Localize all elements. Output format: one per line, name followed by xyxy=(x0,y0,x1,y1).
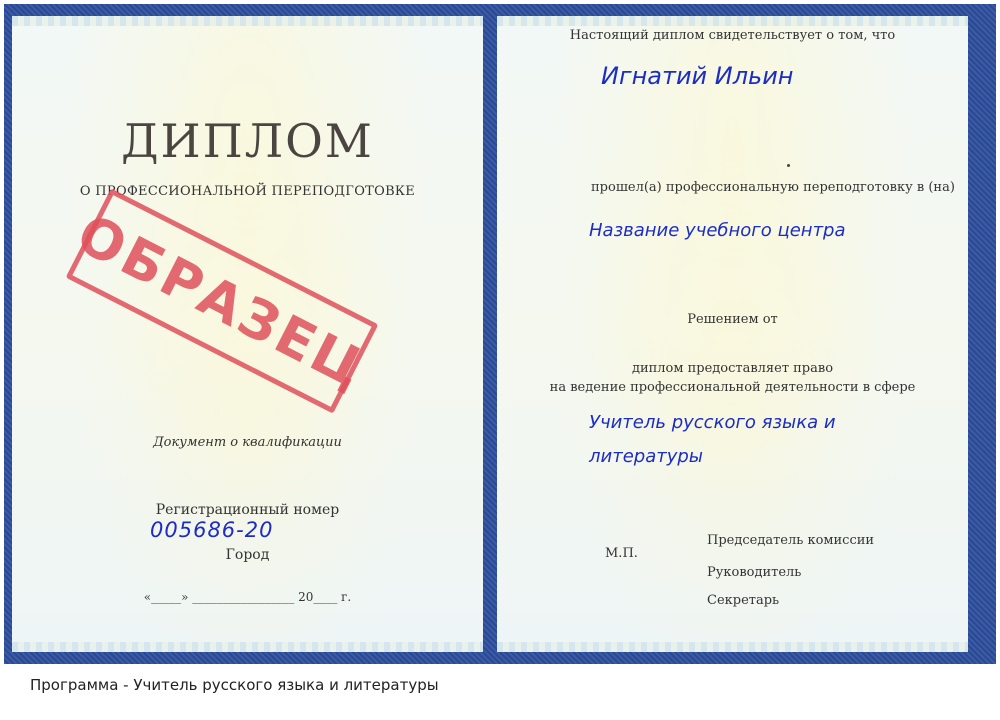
secretary-label: Секретарь xyxy=(707,593,780,608)
passed-training-text: прошел(а) профессиональную переподготовку в (на) xyxy=(591,180,955,195)
dot-mark xyxy=(787,164,790,167)
diploma-left-page xyxy=(12,16,483,652)
registration-number-value: 005686-20 xyxy=(150,518,274,542)
stamp-text: ОБРАЗЕЦ xyxy=(67,201,377,401)
diploma-subtitle: О ПРОФЕССИОНАЛЬНОЙ ПЕРЕПОДГОТОВКЕ xyxy=(79,184,416,199)
program-caption: Программа - Учитель русского языка и литературы xyxy=(30,676,439,694)
training-center-name: Название учебного центра xyxy=(589,220,846,241)
grant-text-line-1: диплом предоставляет право xyxy=(631,361,834,376)
holder-name: Игнатий Ильин xyxy=(601,62,794,90)
head-label: Руководитель xyxy=(707,565,802,580)
diploma-frame xyxy=(4,4,996,664)
diploma-right-page xyxy=(497,16,968,652)
diploma-title: ДИПЛОМ xyxy=(121,114,374,168)
seal-label: М.П. xyxy=(605,546,638,561)
certifies-text: Настоящий диплом свидетельствует о том, что xyxy=(569,28,896,43)
specialty-line-2: литературы xyxy=(589,446,703,467)
registration-number-label: Регистрационный номер xyxy=(155,502,340,518)
decision-text: Решением от xyxy=(687,312,778,327)
city-label: Город xyxy=(225,547,270,563)
date-line: «_____» _________________ 20____ г. xyxy=(143,590,352,604)
specialty-line-1: Учитель русского языка и xyxy=(589,412,836,433)
sample-stamp xyxy=(66,188,379,413)
grant-text-line-2: на ведение профессиональной деятельности в сфере xyxy=(549,380,916,395)
document-type-label: Документ о квалификации xyxy=(153,435,342,450)
chairman-label: Председатель комиссии xyxy=(707,533,875,548)
